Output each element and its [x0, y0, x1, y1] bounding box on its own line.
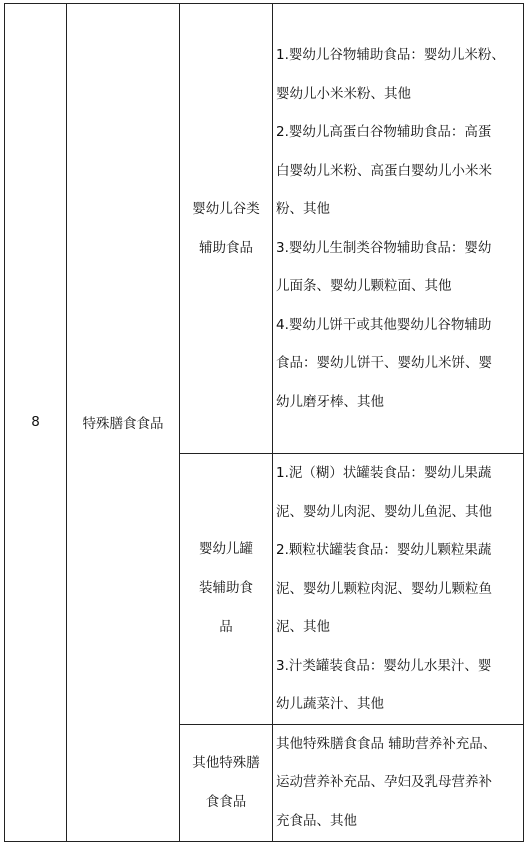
description-cell [273, 4, 524, 454]
subcategory-description: 1.婴幼儿谷物辅助食品：婴幼儿米粉、 婴幼儿小米米粉、其他 2.婴幼儿高蛋白谷物辅助食品：高蛋 白婴幼儿米粉、高蛋白婴幼儿小米米 粉、其他 3.婴幼儿生制类谷物辅助食品：婴幼 儿面条、婴幼儿颗粒面、其他 4.婴幼儿饼干或其他婴幼儿谷物辅助 食品：婴幼儿饼干、婴幼儿米饼、婴 幼儿磨牙棒、其他 [276, 47, 505, 410]
food-category-table [4, 3, 524, 842]
subcategory-cell [180, 724, 273, 841]
table-row [5, 4, 524, 454]
subcategory-name: 婴幼儿罐 装辅助食 品 [199, 541, 253, 636]
category-cell [67, 4, 180, 842]
subcategory-cell [180, 454, 273, 725]
subcategory-name: 其他特殊膳 食食品 [192, 754, 260, 810]
description-cell [273, 724, 524, 841]
description-cell [273, 454, 524, 725]
subcategory-cell [180, 4, 273, 454]
category-name: 特殊膳食食品 [82, 416, 164, 433]
subcategory-description: 其他特殊膳食食品 辅助营养补充品、 运动营养补充品、孕妇及乳母营养补 充食品、其他 [276, 735, 497, 829]
subcategory-description: 1.泥（糊）状罐装食品：婴幼儿果蔬 泥、婴幼儿肉泥、婴幼儿鱼泥、其他 2.颗粒状罐装食品：婴幼儿颗粒果蔬 泥、婴幼儿颗粒肉泥、婴幼儿颗粒鱼 泥、其他 3.汁类罐装食品：婴幼儿水果汁、婴 幼儿蔬菜汁、其他 [276, 465, 492, 712]
subcategory-name: 婴幼儿谷类 辅助食品 [192, 200, 260, 256]
row-number: 8 [31, 414, 40, 431]
row-number-cell [5, 4, 67, 842]
